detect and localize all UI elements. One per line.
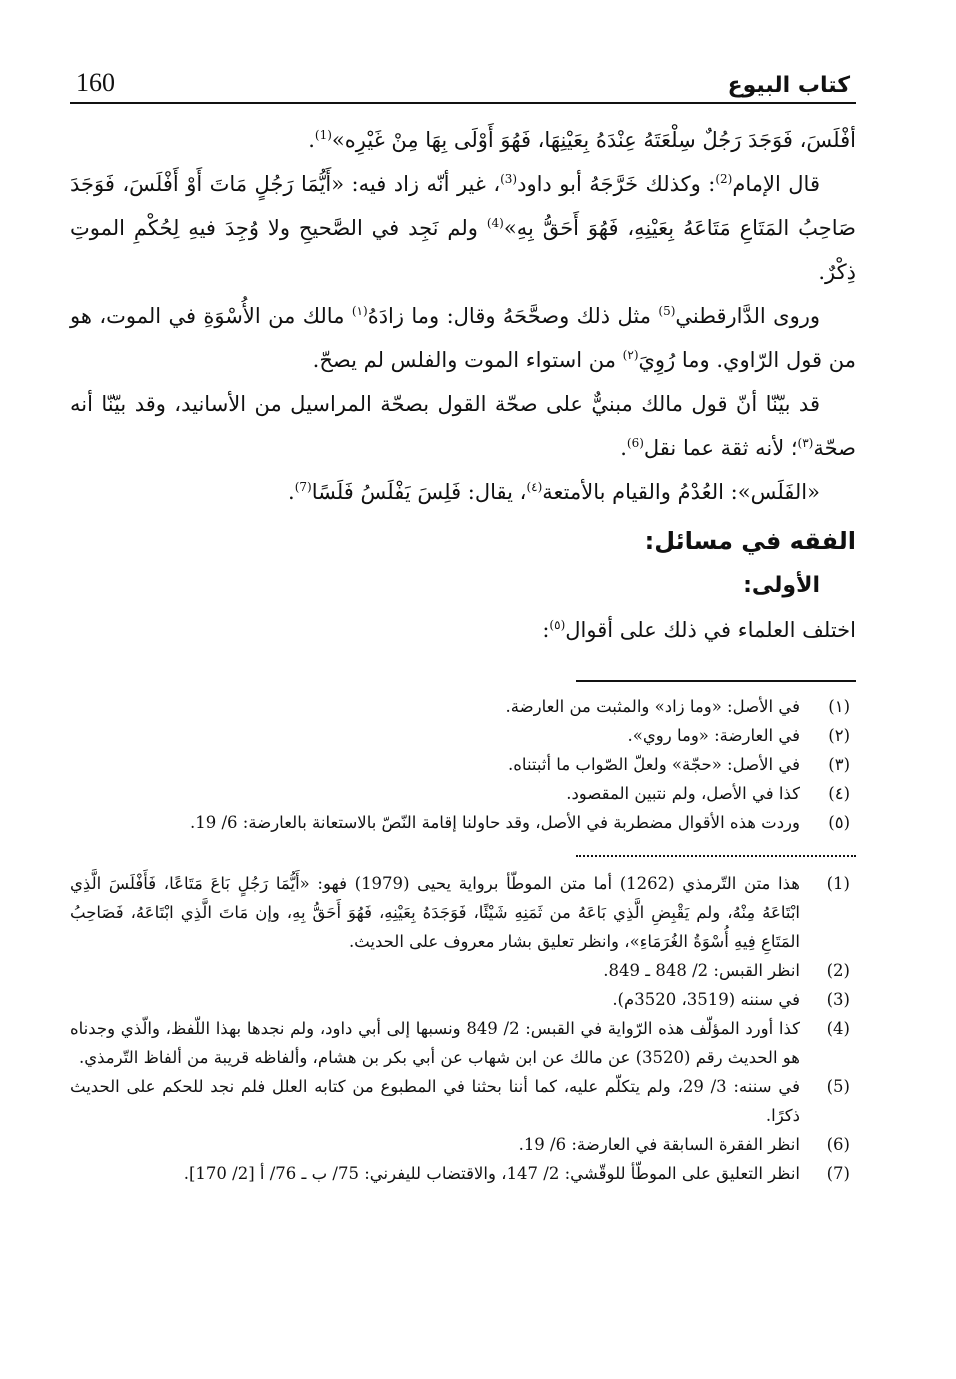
- paragraph-text: .: [308, 128, 315, 152]
- footnote-number: (5): [826, 1077, 850, 1096]
- paragraph-text: «الفَلَس»: العُدْمُ والقيام بالأمتعة: [542, 480, 820, 504]
- footnote-text: وردت هذه الأقوال مضطربة في الأصل، وقد حاولنا إقامة النّصّ بالاستعانة بالعارضة: 6/ 19.: [189, 813, 800, 832]
- editor-footnotes: [70, 692, 856, 837]
- footnote-text: انظر الفقرة السابقة في العارضة: 6/ 19.: [518, 1135, 800, 1154]
- paragraph-text: اختلف العلماء في ذلك على أقوال: [565, 618, 856, 642]
- footnote-number: (3): [826, 990, 850, 1009]
- footnote-text: في الأصل: «حجّة» ولعلّ الصّواب ما أثبتناه.: [508, 755, 800, 774]
- footnote-text: في سننه (3519، 3520م).: [612, 990, 800, 1009]
- footnote-ref: (1): [314, 128, 332, 142]
- paragraph-imam: [70, 162, 856, 294]
- footnote-number: (٤): [828, 784, 850, 803]
- footnote-number: (٢): [828, 726, 850, 745]
- footnote-item: [70, 692, 856, 721]
- paragraph-text: ؛ لأنه ثقة عما نقل: [643, 436, 798, 460]
- dotted-separator: [576, 855, 856, 857]
- source-footnotes: [70, 869, 856, 1188]
- footnote-ref: (٣): [797, 436, 814, 450]
- footnote-item: [70, 1130, 856, 1159]
- paragraph-opinions: [70, 608, 856, 652]
- footnote-text: انظر التعليق على الموطّأ للوقّشي: 2/ 147، والاقتضاب لليفرني: 75/ ب ـ 76/ أ [2/ 170].: [183, 1164, 800, 1183]
- footnote-item: [70, 1014, 856, 1072]
- paragraph-text: :: [542, 618, 550, 642]
- footnote-item: [70, 985, 856, 1014]
- paragraph-text: ، غير أنّه زاد فيه: «أَيُّمَا رَجُلٍ مَاتَ أَوْ أَفْلَسَ، فَوَجَدَ صَاحِبُ المَتَاعِ مَتَاعَهُ بِعَيْنِهِ، فَهُوَ أَحَقُّ بِهِ»: [70, 172, 856, 240]
- footnote-text: كذا أورد المؤلّف هذه الرّواية في القبس: 2/ 849 ونسبها إلى أبي داود، ولم نجدها بهذا اللّفظ، والّذي وجدناه هو الحديث رقم (3520) عن مالك عن ابن شهاب عن أبي بكر بن هشام، وألفاظه قريبة من ألفاظ التّرمذي.: [70, 1019, 800, 1067]
- page-number: 160: [76, 68, 115, 97]
- footnote-item: [70, 956, 856, 985]
- page-header: [70, 60, 856, 104]
- footnote-number: (٣): [828, 755, 850, 774]
- footnote-text: في العارضة: «وما روي».: [627, 726, 800, 745]
- paragraph-text: أفْلَسَ، فَوَجَدَ رَجُلٌ سِلْعَتَهُ عِنْدَهُ بِعَيْنِهَا، فَهُوَ أَوْلَى بِهَا مِنْ غَيْرِه»: [331, 128, 856, 152]
- paragraph-daraqutni: [70, 294, 856, 382]
- footnote-number: (٥): [828, 813, 850, 832]
- footnote-item: [70, 1072, 856, 1130]
- footnote-item: [70, 869, 856, 956]
- footnote-item: [70, 808, 856, 837]
- footnote-number: (١): [828, 697, 850, 716]
- paragraph-text: مثل ذلك وصحَّحَهُ وقال: وما زادَهُ: [367, 304, 659, 328]
- footnote-text: انظر القبس: 2/ 848 ـ 849.: [603, 961, 800, 980]
- footnote-number: (7): [826, 1164, 850, 1183]
- footnote-text: كذا في الأصل، ولم نتبين المقصود.: [566, 784, 800, 803]
- footnote-ref: (7): [294, 480, 312, 494]
- paragraph-text: من استواء الموت والفلس لم يصحّ.: [312, 348, 623, 372]
- footnote-ref: (٤): [526, 480, 543, 494]
- footnote-ref: (4): [486, 216, 504, 230]
- paragraph-text: .: [620, 436, 627, 460]
- footnote-separator: [576, 680, 856, 682]
- footnote-text: هذا متن التّرمذي (1262) أما متن الموطّأ برواية يحيى (1979) فهو: «أَيُّمَا رَجُلٍ بَاعَ مَتَاعًا، فَأَفْلَسَ الَّذِي ابْتَاعَهُ مِنْهُ، ولم يَقْبِضِ الَّذِي بَاعَهُ من ثَمَنِهِ شَيْئًا، فَوَجَدَهُ بِعَيْنِهِ، فَهُوَ أَحَقُّ بِهِ، وإن مَاتَ الَّذِي ابْتَاعَهُ، فَصَاحِبُ المَتَاعِ فِيهِ أُسْوَةُ الغُرَمَاءِ»، وانظر تعليق بشار معروف على الحديث.: [70, 874, 800, 951]
- book-title: كتاب البيوع: [727, 73, 850, 98]
- book-page: [70, 60, 856, 1350]
- main-text: [70, 118, 856, 652]
- paragraph-text: وروى الدَّارقطني: [675, 304, 820, 328]
- footnote-number: (1): [826, 874, 850, 893]
- footnote-item: [70, 1159, 856, 1188]
- footnote-ref: (5): [658, 304, 676, 318]
- footnote-ref: (١): [351, 304, 368, 318]
- paragraph-text: ، يقال: فَلِسَ يَفْلَسُ فَلَسًا: [311, 480, 527, 504]
- footnote-number: (4): [826, 1019, 850, 1038]
- paragraph-malik: [70, 382, 856, 470]
- footnote-item: [70, 750, 856, 779]
- paragraph-falas: [70, 470, 856, 514]
- footnote-text: في سننه: 3/ 29، ولم يتكلّم عليه، كما أننا بحثنا في المطبوع من كتابه العلل فلم نجد للحكم على الحديث ذكرًا.: [70, 1077, 800, 1125]
- paragraph-text: مالك من الأُسْوَةِ في الموت، هو من قول الرّاوي. وما رُوِيَ: [70, 304, 856, 372]
- footnote-ref: (٥): [549, 618, 566, 632]
- paragraph-text: ولم نَجِد في الصَّحيحِ ولا وُجِدَ فيهِ لِحُكْمِ الموتِ ذِكْرٌ.: [70, 216, 856, 284]
- footnote-ref: (6): [626, 436, 644, 450]
- footnote-item: [70, 779, 856, 808]
- paragraph-text: .: [288, 480, 295, 504]
- footnote-item: [70, 721, 856, 750]
- paragraph-text: قال الإمام: [732, 172, 820, 196]
- paragraph-hadith: [70, 118, 856, 162]
- paragraph-text: : وكذلك خَرَّجَهُ أبو داود: [517, 172, 716, 196]
- footnote-number: (2): [826, 961, 850, 980]
- footnote-text: في الأصل: «وما زاد» والمثبت من العارضة.: [505, 697, 800, 716]
- footnote-number: (6): [826, 1135, 850, 1154]
- sub-heading: الأولى:: [743, 573, 820, 598]
- footnote-ref: (٢): [622, 348, 639, 362]
- section-heading: الفقه في مسائل:: [644, 527, 856, 555]
- footnote-ref: (3): [500, 172, 518, 186]
- footnote-ref: (2): [715, 172, 733, 186]
- paragraph-text: قد بيّنّا أنّ قول مالك مبنيٌّ على صحّة القول بصحّة المراسيل من الأسانيد، وقد بيّنّا أنه صحّة: [70, 392, 856, 460]
